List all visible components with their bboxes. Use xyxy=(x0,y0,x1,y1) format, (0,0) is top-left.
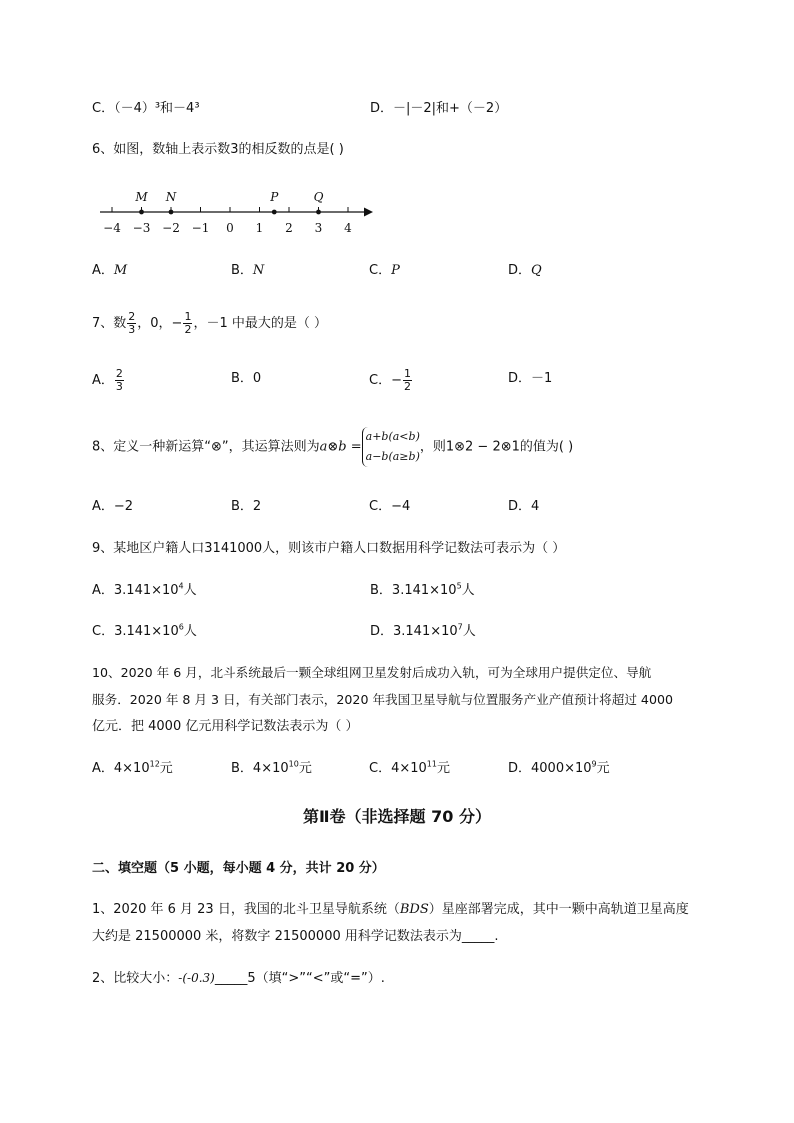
tick-label: −2 xyxy=(162,221,180,235)
tick-label: 4 xyxy=(344,221,352,235)
q10-option-a: A．$4\times 10^{12}$元 xyxy=(92,759,173,776)
q9-option-a: A．$3.141\times 10^4$人 xyxy=(92,581,197,598)
point-q xyxy=(316,210,321,215)
q9-option-d: D．$3.141\times 10^7$人 xyxy=(370,622,476,639)
q9-stem: 9、某地区户籍人口3141000人，则该市户籍人口数据用科学记数法可表示为（ ） xyxy=(92,541,566,556)
q5-option-d: D．－|－2|和+（－2） xyxy=(370,101,508,116)
q5-option-c: C．（－4）³和－4³ xyxy=(92,101,200,116)
q9-option-c: C．$3.141\times 10^6$人 xyxy=(92,622,197,639)
piecewise-definition: a+b(a<b) a−b(a≥b) xyxy=(362,427,420,467)
point-n xyxy=(169,210,174,215)
q8-stem: 8、定义一种新运算“⊗”，其运算法则为a⊗b = a+b(a<b) a−b(a≥b) ，则1⊗2 − 2⊗1的值为( ) xyxy=(92,427,573,467)
tick-label: −4 xyxy=(103,221,121,235)
q10-line-3: 亿元．把 4000 亿元用科学记数法表示为（ ） xyxy=(92,719,359,734)
q6-option-b: B．N xyxy=(231,263,265,278)
part-two-title: 第Ⅱ卷（非选择题 70 分） xyxy=(303,807,491,826)
point-label-q: Q xyxy=(313,190,324,204)
fill-in-2: 2、比较大小：-(-0.3)_____5（填“>”“<”或“=”）. xyxy=(92,971,385,986)
point-label-p: P xyxy=(270,190,279,204)
q7-option-c: C．− $\frac{1}{2}$ xyxy=(369,367,411,393)
q6-option-d: D．Q xyxy=(508,263,542,278)
q7-option-a: A． $\frac{2}{3}$ xyxy=(92,367,123,393)
number-line-figure xyxy=(92,186,382,240)
q10-option-b: B．$4\times 10^{10}$元 xyxy=(231,759,312,776)
tick-label: −3 xyxy=(132,221,151,235)
fraction-two-thirds: $\frac{2}{3}$ xyxy=(128,310,136,336)
q8-option-b: B．2 xyxy=(231,499,262,514)
point-p xyxy=(272,210,277,215)
q6-stem: 6、如图，数轴上表示数3的相反数的点是( ) xyxy=(92,142,344,157)
tick-label: 2 xyxy=(285,221,293,235)
q10-option-d: D．$4000\times 10^9$元 xyxy=(508,759,610,776)
q9-option-b: B．$3.141\times 10^5$人 xyxy=(370,581,475,598)
tick-label: 1 xyxy=(255,221,264,235)
number-line-arrow xyxy=(364,208,373,217)
q10-option-c: C．$4\times 10^{11}$元 xyxy=(369,759,450,776)
q7-option-d: D．－1 xyxy=(508,371,553,386)
q6-option-c: C．P xyxy=(369,263,400,278)
q8-option-a: A．−2 xyxy=(92,499,134,514)
q7-stem: 7、数 $\frac{2}{3}$ ，0，− $\frac{1}{2}$ ，－1 中最大的是（ ） xyxy=(92,310,327,336)
point-m xyxy=(139,210,144,215)
q6-option-a: A．M xyxy=(92,263,128,278)
q8-option-d: D．4 xyxy=(508,499,540,514)
fraction-one-half: $\frac{1}{2}$ xyxy=(184,310,192,336)
tick-label: −1 xyxy=(191,221,210,235)
q10-line-1: 10、2020 年 6 月，北斗系统最后一颗全球组网卫星发射后成功入轨，可为全球用户提供定位、导航 xyxy=(92,665,652,680)
q10-line-2: 服务．2020 年 8 月 3 日，有关部门表示，2020 年我国卫星导航与位置服务产业产值预计将超过 4000 xyxy=(92,692,673,707)
number-line-points xyxy=(134,190,323,214)
fill-in-1-line-2: 大约是 21500000 米，将数字 21500000 用科学记数法表示为_____. xyxy=(92,929,499,944)
tick-label: 3 xyxy=(314,221,323,235)
point-label-n: N xyxy=(165,190,177,204)
tick-label: 0 xyxy=(226,221,234,235)
point-label-m: M xyxy=(135,190,148,204)
fill-in-1-line-1: 1、2020 年 6 月 23 日，我国的北斗卫星导航系统（BDS）星座部署完成，其中一颗中高轨道卫星高度 xyxy=(92,902,689,917)
q8-option-c: C．−4 xyxy=(369,499,411,514)
q7-option-b: B．0 xyxy=(231,371,262,386)
section-fill-in-heading: 二、填空题（5 小题，每小题 4 分，共计 20 分） xyxy=(92,861,385,876)
